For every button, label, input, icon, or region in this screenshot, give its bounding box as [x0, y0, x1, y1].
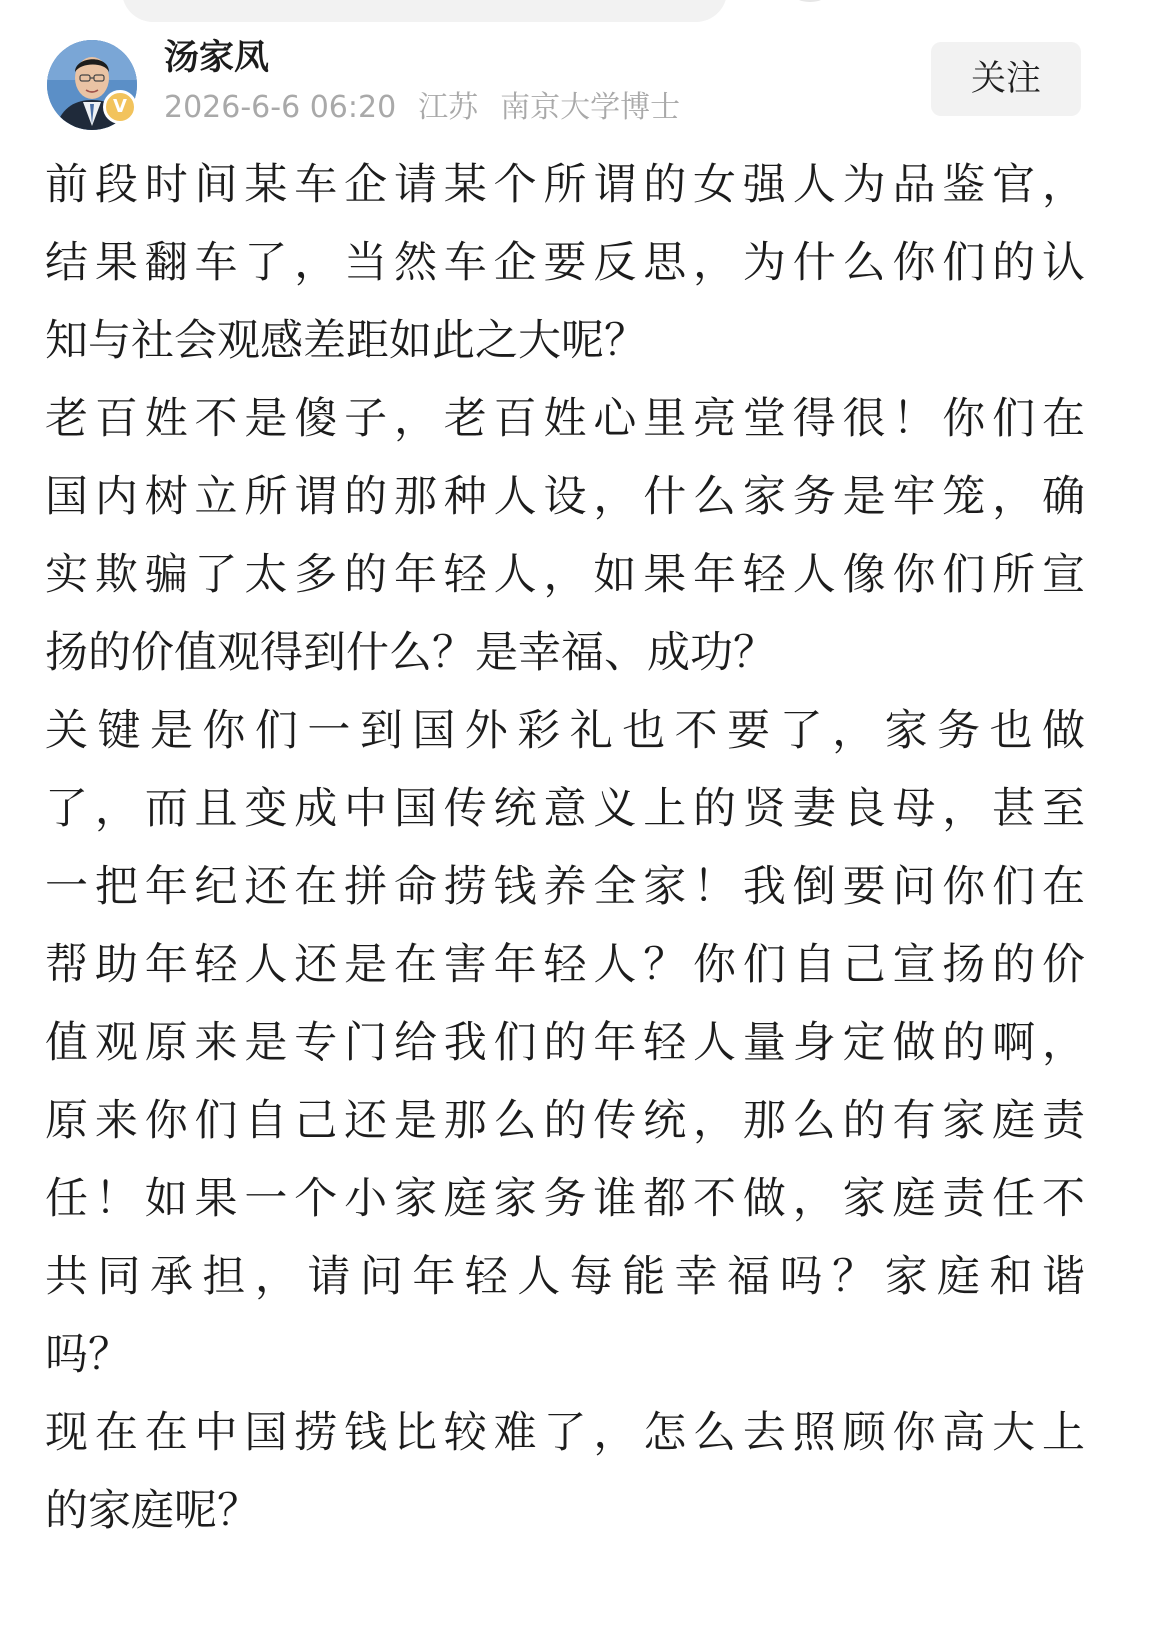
post-line: 扬的价值观得到什么？是幸福、成功？ — [45, 628, 776, 678]
post-line: 原来你们自己还是那么的传统，那么的有家庭责 — [45, 1096, 1085, 1146]
post-line: 前段时间某车企请某个所谓的女强人为品鉴官， — [45, 160, 1085, 210]
post-line: 吗？ — [45, 1330, 131, 1380]
post-line: 老百姓不是傻子，老百姓心里亮堂得很！你们在 — [45, 394, 1085, 444]
post-line: 知与社会观感差距如此之大呢？ — [45, 316, 647, 366]
post-meta — [164, 88, 702, 128]
post-line: 结果翻车了，当然车企要反思，为什么你们的认 — [45, 238, 1085, 288]
post-datetime: 2026-6-6 06:20 — [164, 90, 397, 125]
post-line: 值观原来是专门给我们的年轻人量身定做的啊， — [45, 1018, 1085, 1068]
post-line: 帮助年轻人还是在害年轻人？你们自己宣扬的价 — [45, 940, 1085, 990]
post-location: 江苏 — [418, 90, 479, 125]
post-line: 了，而且变成中国传统意义上的贤妻良母，甚至 — [45, 784, 1085, 834]
post-line: 一把年纪还在拼命捞钱养全家！我倒要问你们在 — [45, 862, 1085, 912]
post-line: 国内树立所谓的那种人设，什么家务是牢笼，确 — [45, 472, 1085, 522]
post-body — [45, 146, 1085, 1550]
author-name[interactable]: 汤家凤 — [164, 38, 270, 78]
top-icon-remnant — [790, 0, 830, 2]
verified-badge-icon: V — [103, 90, 137, 124]
author-title: 南京大学博士 — [500, 90, 681, 125]
search-bar-remnant[interactable] — [122, 0, 727, 22]
post-line: 的家庭呢？ — [45, 1486, 260, 1536]
post-line: 共同承担，请问年轻人每能幸福吗？家庭和谐 — [45, 1252, 1085, 1302]
post-line: 实欺骗了太多的年轻人，如果年轻人像你们所宣 — [45, 550, 1085, 600]
post-line: 关键是你们一到国外彩礼也不要了，家务也做 — [45, 706, 1085, 756]
post-header — [0, 32, 1170, 142]
post-line: 现在在中国捞钱比较难了，怎么去照顾你高大上 — [45, 1408, 1085, 1458]
post-line: 任！如果一个小家庭家务谁都不做，家庭责任不 — [45, 1174, 1085, 1224]
follow-button[interactable]: 关注 — [931, 42, 1081, 116]
